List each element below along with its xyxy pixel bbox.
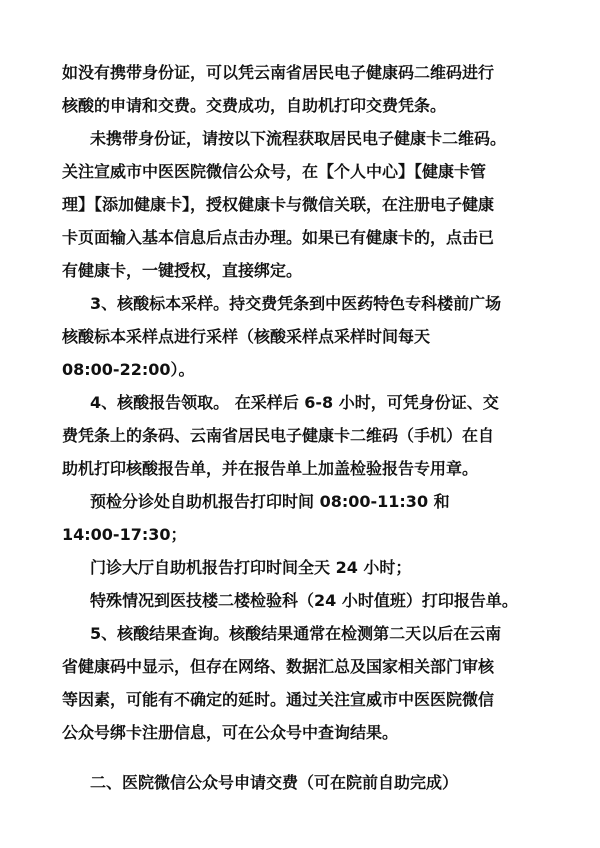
- text-line-10: 08:00-22:00）。: [62, 360, 195, 379]
- text-line-4: 关注宣威市中医医院微信公众号，在【个人中心】【健康卡管: [62, 162, 487, 181]
- text-line-13: 助机打印核酸报告单，并在报告单上加盖检验报告专用章。: [62, 459, 479, 478]
- text-line-18: 5、核酸结果查询。核酸结果通常在检测第二天以后在云南: [90, 624, 502, 643]
- text-line-1: 如没有携带身份证，可以凭云南省居民电子健康码二维码进行: [62, 63, 495, 82]
- text-line-11: 4、核酸报告领取。 在采样后 6-8 小时，可凭身份证、交: [90, 393, 499, 412]
- text-line-7: 有健康卡，一键授权，直接绑定。: [62, 261, 303, 280]
- text-line-3: 未携带身份证，请按以下流程获取居民电子健康卡二维码。: [90, 129, 507, 148]
- text-line-17: 特殊情况到医技楼二楼检验科（24 小时值班）打印报告单。: [90, 591, 518, 610]
- text-line-9: 核酸标本采样点进行采样（核酸采样点采样时间每天: [62, 327, 431, 346]
- text-line-6: 卡页面输入基本信息后点击办理。如果已有健康卡的，点击已: [62, 228, 495, 247]
- text-line-8: 3、核酸标本采样。持交费凭条到中医药特色专科楼前广场: [90, 294, 502, 313]
- text-line-21: 公众号绑卡注册信息，可在公众号中查询结果。: [62, 723, 399, 742]
- text-line-14: 预检分诊处自助机报告打印时间 08:00-11:30 和: [90, 492, 450, 511]
- section-heading: 二、医院微信公众号申请交费（可在院前自助完成）: [90, 773, 459, 792]
- text-line-15: 14:00-17:30；: [62, 525, 187, 544]
- text-line-5: 理】【添加健康卡】，授权健康卡与微信关联，在注册电子健康: [62, 195, 495, 214]
- text-line-12: 费凭条上的条码、云南省居民电子健康卡二维码（手机）在自: [62, 426, 495, 445]
- text-line-20: 等因素，可能有不确定的延时。通过关注宣威市中医医院微信: [62, 690, 495, 709]
- text-line-19: 省健康码中显示，但存在网络、数据汇总及国家相关部门审核: [62, 657, 495, 676]
- text-line-16: 门诊大厅自助机报告打印时间全天 24 小时；: [90, 558, 412, 577]
- text-line-2: 核酸的申请和交费。交费成功，自助机打印交费凭条。: [62, 96, 447, 115]
